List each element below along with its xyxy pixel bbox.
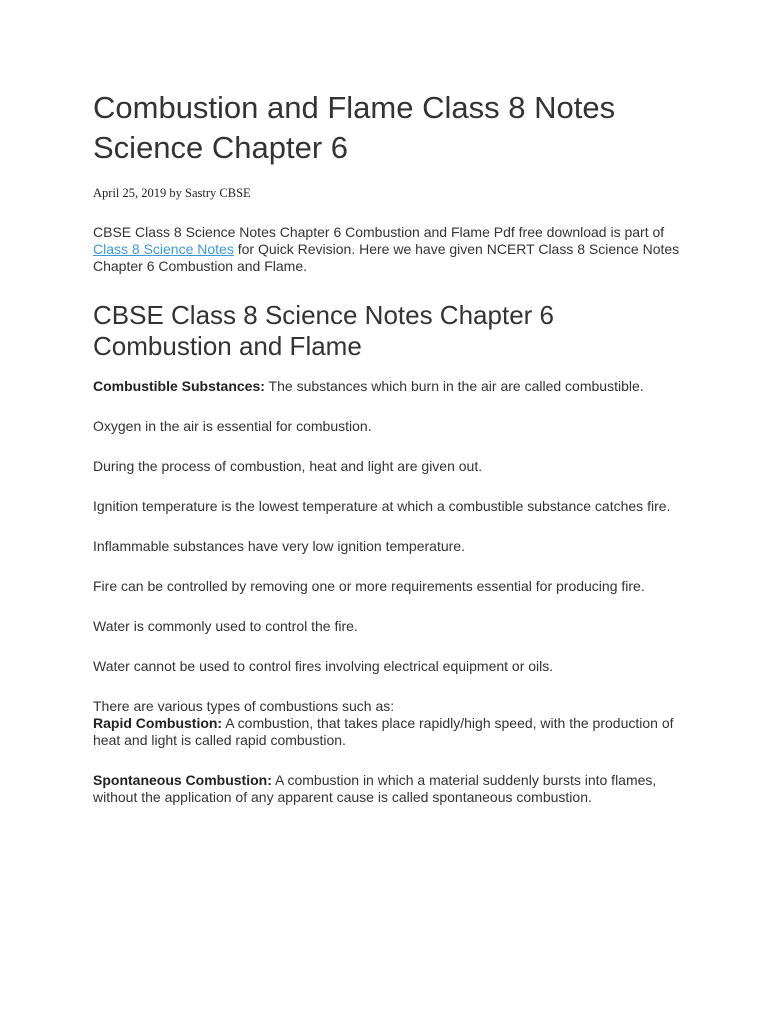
term-label: Spontaneous Combustion:: [93, 772, 272, 788]
note-rapid-combustion: [93, 715, 683, 749]
note-text: The substances which burn in the air are called combustible.: [264, 378, 644, 394]
note-combustible-substances: [93, 378, 683, 395]
section-heading: CBSE Class 8 Science Notes Chapter 6 Combustion and Flame: [93, 300, 554, 361]
note-water-limitation: Water cannot be used to control fires involving electrical equipment or oils.: [93, 658, 554, 674]
note-types-intro: There are various types of combustions such as:: [93, 698, 395, 714]
term-label: Rapid Combustion:: [93, 715, 223, 731]
note-ignition-temperature: Ignition temperature is the lowest temperature at which a combustible substance catches fire.: [93, 498, 671, 514]
note-heat-light: During the process of combustion, heat and light are given out.: [93, 458, 483, 474]
term-label: Combustible Substances:: [93, 378, 265, 394]
note-spontaneous-combustion: [93, 772, 683, 806]
post-date[interactable]: April 25, 2019: [93, 186, 167, 200]
intro-text-2: for Quick Revision. Here we have given NCERT Class 8 Science Notes Chapter 6 Combustion and Flame.: [93, 241, 680, 274]
intro-paragraph: [93, 224, 683, 275]
article-title: Combustion and Flame Class 8 Notes Science Chapter 6: [93, 90, 616, 165]
by-label: by: [169, 186, 182, 200]
article: [93, 88, 683, 806]
note-oxygen: Oxygen in the air is essential for combustion.: [93, 418, 372, 434]
post-author[interactable]: Sastry CBSE: [185, 186, 251, 200]
article-meta: [93, 185, 683, 201]
note-water-use: Water is commonly used to control the fire.: [93, 618, 358, 634]
note-text: A combustion, that takes place rapidly/high speed, with the production of heat and light is called rapid combustion.: [93, 715, 674, 748]
intro-text-1: CBSE Class 8 Science Notes Chapter 6 Combustion and Flame Pdf free download is part of: [93, 224, 665, 240]
note-inflammable: Inflammable substances have very low ignition temperature.: [93, 538, 465, 554]
note-fire-control: Fire can be controlled by removing one or more requirements essential for producing fire.: [93, 578, 645, 594]
class-8-science-notes-link[interactable]: Class 8 Science Notes: [93, 241, 234, 257]
note-text: A combustion in which a material suddenly bursts into flames, without the application of any apparent cause is called spontaneous combustion.: [93, 772, 657, 805]
